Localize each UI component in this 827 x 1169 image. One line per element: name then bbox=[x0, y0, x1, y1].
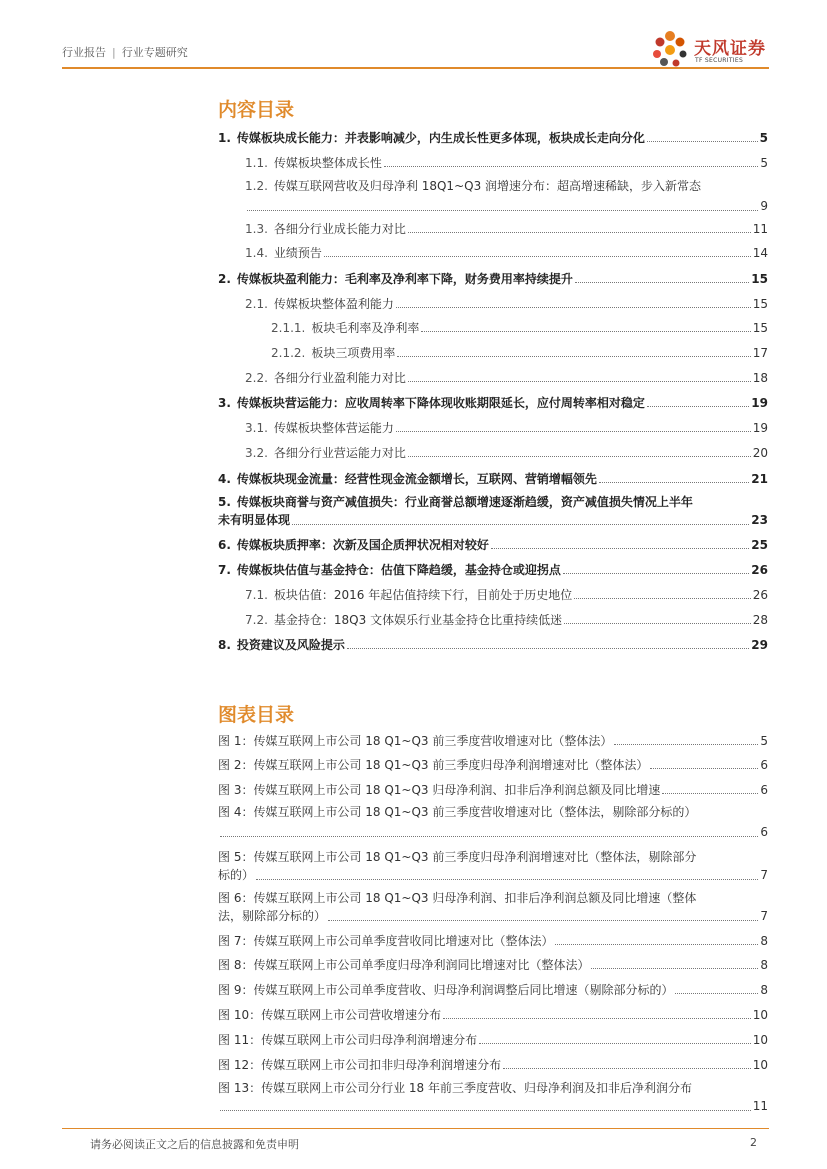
toc-item[interactable] bbox=[245, 246, 768, 260]
header-subcategory: 行业专题研究 bbox=[121, 46, 188, 59]
figure-title-continued: 法，剔除部分标的） bbox=[218, 909, 327, 923]
toc-number: 1. bbox=[218, 131, 231, 145]
toc-leader bbox=[574, 598, 750, 599]
figure-page: 5 bbox=[760, 734, 768, 748]
figure-title: 图 9：传媒互联网上市公司单季度营收、归母净利润调整后同比增速（剔除部分标的） bbox=[218, 983, 674, 997]
toc-item[interactable] bbox=[271, 321, 768, 335]
toc-item[interactable] bbox=[245, 421, 768, 435]
toc-page: 15 bbox=[752, 297, 768, 311]
toc-leader bbox=[324, 256, 751, 257]
toc-title: 投资建议及风险提示 bbox=[236, 638, 345, 652]
figure-title: 图 12：传媒互联网上市公司扣非归母净利润增速分布 bbox=[218, 1058, 502, 1072]
toc-number: 2.2. bbox=[245, 371, 268, 385]
toc-item[interactable] bbox=[271, 346, 768, 360]
toc-page: 21 bbox=[751, 472, 768, 486]
toc-number: 1.4. bbox=[245, 246, 268, 260]
figure-page: 6 bbox=[760, 825, 768, 839]
figure-title: 图 7：传媒互联网上市公司单季度营收同比增速对比（整体法） bbox=[218, 934, 554, 948]
figure-title: 图 2：传媒互联网上市公司 18 Q1~Q3 前三季度归母净利润增速对比（整体法） bbox=[218, 758, 649, 772]
toc-title: 各细分行业盈利能力对比 bbox=[273, 371, 406, 385]
toc-leader bbox=[396, 307, 751, 308]
toc-page: 26 bbox=[752, 588, 768, 602]
header-separator: | bbox=[112, 46, 116, 59]
toc-title: 板块毛利率及净利率 bbox=[311, 321, 420, 335]
figure-title: 图 5：传媒互联网上市公司 18 Q1~Q3 前三季度归母净利润增速对比（整体法，剔除部分 bbox=[218, 850, 697, 864]
toc-item[interactable] bbox=[218, 638, 768, 652]
toc-title: 板块估值：2016 年起估值持续下行，目前处于历史地位 bbox=[273, 588, 573, 602]
figure-leader bbox=[220, 836, 758, 837]
logo-english-name: TF SECURITIES bbox=[695, 57, 744, 64]
figure-title: 图 4：传媒互联网上市公司 18 Q1~Q3 前三季度营收增速对比（整体法，剔除部分标的） bbox=[218, 805, 697, 819]
toc-page: 19 bbox=[752, 421, 768, 435]
figure-page: 6 bbox=[760, 783, 768, 797]
footer-disclaimer: 请务必阅读正文之后的信息披露和免责申明 bbox=[90, 1138, 299, 1151]
toc-item[interactable] bbox=[245, 222, 768, 236]
toc-page: 15 bbox=[752, 321, 768, 335]
figure-item[interactable] bbox=[218, 758, 768, 772]
figure-page: 7 bbox=[760, 909, 768, 923]
toc-item[interactable] bbox=[245, 297, 768, 311]
toc-page: 11 bbox=[752, 222, 768, 236]
toc-leader bbox=[599, 482, 749, 483]
toc-number: 2.1.2. bbox=[271, 346, 306, 360]
toc-number: 5. bbox=[218, 495, 231, 509]
toc-item[interactable] bbox=[245, 178, 768, 214]
toc-title: 传媒板块估值与基金持仓：估值下降趋缓，基金持仓或迎拐点 bbox=[236, 563, 561, 577]
header-divider bbox=[62, 67, 769, 69]
figure-leader bbox=[662, 793, 758, 794]
figure-page: 8 bbox=[760, 983, 768, 997]
toc-leader bbox=[563, 573, 749, 574]
toc-number: 2.1.1. bbox=[271, 321, 306, 335]
figure-item[interactable] bbox=[218, 734, 768, 748]
company-logo bbox=[648, 28, 768, 72]
header-category: 行业报告 bbox=[62, 46, 106, 59]
figure-item[interactable] bbox=[218, 958, 768, 972]
figure-item[interactable] bbox=[218, 890, 768, 924]
toc-leader bbox=[408, 456, 751, 457]
figure-title: 图 11：传媒互联网上市公司归母净利润增速分布 bbox=[218, 1033, 478, 1047]
toc-title: 各细分行业成长能力对比 bbox=[273, 222, 406, 236]
figure-leader bbox=[614, 744, 758, 745]
toc-leader bbox=[421, 331, 750, 332]
toc-page: 29 bbox=[751, 638, 768, 652]
figures-heading: 图表目录 bbox=[218, 704, 295, 726]
toc-number: 3. bbox=[218, 396, 231, 410]
figure-item[interactable] bbox=[218, 1080, 768, 1114]
toc-number: 6. bbox=[218, 538, 231, 552]
toc-title: 传媒板块营运能力：应收周转率下降体现收账期限延长，应付周转率相对稳定 bbox=[236, 396, 645, 410]
figure-page: 10 bbox=[752, 1033, 768, 1047]
toc-title: 传媒板块商誉与资产减值损失：行业商誉总额增速逐渐趋缓，资产减值损失情况上半年 bbox=[236, 495, 693, 509]
figure-title: 图 13：传媒互联网上市公司分行业 18 年前三季度营收、归母净利润及扣非后净利润分布 bbox=[218, 1081, 692, 1095]
figure-page: 10 bbox=[752, 1008, 768, 1022]
toc-item[interactable] bbox=[218, 131, 768, 145]
figure-title-continued: 标的） bbox=[218, 868, 255, 882]
toc-page: 15 bbox=[751, 272, 768, 286]
toc-item[interactable] bbox=[218, 396, 768, 410]
figure-item[interactable] bbox=[218, 849, 768, 883]
figure-leader bbox=[591, 968, 758, 969]
toc-number: 7. bbox=[218, 563, 231, 577]
figure-page: 10 bbox=[752, 1058, 768, 1072]
toc-title: 传媒板块盈利能力：毛利率及净利率下降，财务费用率持续提升 bbox=[236, 272, 573, 286]
toc-title: 传媒板块现金流量：经营性现金流金额增长，互联网、营销增幅领先 bbox=[236, 472, 597, 486]
figure-page: 6 bbox=[760, 758, 768, 772]
toc-page: 25 bbox=[751, 538, 768, 552]
toc-item[interactable] bbox=[218, 563, 768, 577]
toc-item[interactable] bbox=[245, 588, 768, 602]
figure-page: 8 bbox=[760, 958, 768, 972]
toc-title: 基金持仓：18Q3 文体娱乐行业基金持仓比重持续低迷 bbox=[273, 613, 563, 627]
toc-item[interactable] bbox=[218, 494, 768, 528]
toc-page: 19 bbox=[751, 396, 768, 410]
figure-title: 图 10：传媒互联网上市公司营收增速分布 bbox=[218, 1008, 442, 1022]
footer-divider bbox=[62, 1128, 769, 1129]
figure-page: 11 bbox=[752, 1099, 768, 1113]
toc-leader bbox=[397, 356, 750, 357]
toc-item[interactable] bbox=[218, 272, 768, 286]
figure-title: 图 3：传媒互联网上市公司 18 Q1~Q3 归母净利润、扣非后净利润总额及同比增速 bbox=[218, 783, 661, 797]
toc-number: 1.2. bbox=[245, 179, 268, 193]
toc-title: 传媒板块成长能力：并表影响减少，内生成长性更多体现，板块成长走向分化 bbox=[236, 131, 645, 145]
toc-page: 14 bbox=[752, 246, 768, 260]
toc-page: 18 bbox=[752, 371, 768, 385]
figure-leader bbox=[650, 768, 758, 769]
figure-item[interactable] bbox=[218, 783, 768, 797]
toc-number: 4. bbox=[218, 472, 231, 486]
figure-leader bbox=[675, 993, 758, 994]
toc-number: 7.1. bbox=[245, 588, 268, 602]
toc-item[interactable] bbox=[245, 156, 768, 170]
toc-page: 20 bbox=[752, 446, 768, 460]
toc-item[interactable] bbox=[245, 613, 768, 627]
page-number: 2 bbox=[750, 1136, 757, 1149]
figure-leader bbox=[555, 944, 758, 945]
toc-page: 28 bbox=[752, 613, 768, 627]
toc-leader bbox=[292, 524, 749, 525]
toc-number: 3.2. bbox=[245, 446, 268, 460]
figure-leader bbox=[503, 1068, 751, 1069]
toc-title: 传媒板块质押率：次新及国企质押状况相对较好 bbox=[236, 538, 489, 552]
toc-title: 传媒板块整体营运能力 bbox=[273, 421, 394, 435]
toc-number: 2. bbox=[218, 272, 231, 286]
figure-item[interactable] bbox=[218, 983, 768, 997]
logo-name: 天风证券 bbox=[694, 39, 766, 59]
toc-leader bbox=[647, 406, 749, 407]
toc-title: 传媒互联网营收及归母净利 18Q1~Q3 润增速分布：超高增速稀缺，步入新常态 bbox=[273, 179, 702, 193]
toc-leader bbox=[396, 431, 751, 432]
figure-item[interactable] bbox=[218, 1008, 768, 1022]
toc-page: 9 bbox=[760, 199, 768, 213]
toc-number: 1.1. bbox=[245, 156, 268, 170]
toc-page: 23 bbox=[751, 513, 768, 527]
toc-page: 26 bbox=[751, 563, 768, 577]
figure-page: 7 bbox=[760, 868, 768, 882]
toc-page: 17 bbox=[752, 346, 768, 360]
toc-leader bbox=[564, 623, 751, 624]
figure-page: 8 bbox=[760, 934, 768, 948]
figure-title: 图 8：传媒互联网上市公司单季度归母净利润同比增速对比（整体法） bbox=[218, 958, 590, 972]
toc-title: 传媒板块整体成长性 bbox=[273, 156, 382, 170]
toc-heading: 内容目录 bbox=[218, 99, 295, 121]
toc-leader bbox=[408, 232, 751, 233]
toc-page: 5 bbox=[759, 131, 768, 145]
figure-leader bbox=[443, 1018, 751, 1019]
toc-title: 各细分行业营运能力对比 bbox=[273, 446, 406, 460]
toc-number: 8. bbox=[218, 638, 231, 652]
toc-item[interactable] bbox=[218, 472, 768, 486]
figure-item[interactable] bbox=[218, 804, 768, 840]
figure-leader bbox=[220, 1110, 751, 1111]
toc-title: 板块三项费用率 bbox=[311, 346, 396, 360]
toc-number: 1.3. bbox=[245, 222, 268, 236]
toc-number: 7.2. bbox=[245, 613, 268, 627]
toc-number: 3.1. bbox=[245, 421, 268, 435]
figure-item[interactable] bbox=[218, 1058, 768, 1072]
toc-item[interactable] bbox=[218, 538, 768, 552]
figure-title: 图 6：传媒互联网上市公司 18 Q1~Q3 归母净利润、扣非后净利润总额及同比增速（整体 bbox=[218, 891, 697, 905]
toc-title-continued: 未有明显体现 bbox=[218, 513, 291, 527]
toc-number: 2.1. bbox=[245, 297, 268, 311]
toc-leader bbox=[347, 648, 749, 649]
toc-title: 业绩预告 bbox=[273, 246, 322, 260]
toc-page: 5 bbox=[760, 156, 768, 170]
figure-item[interactable] bbox=[218, 1033, 768, 1047]
report-header bbox=[62, 44, 188, 60]
toc-leader bbox=[491, 548, 749, 549]
figure-leader bbox=[479, 1043, 751, 1044]
toc-leader bbox=[575, 282, 749, 283]
flower-logo-icon bbox=[648, 28, 692, 72]
figure-item[interactable] bbox=[218, 934, 768, 948]
figure-leader bbox=[328, 920, 758, 921]
figure-title: 图 1：传媒互联网上市公司 18 Q1~Q3 前三季度营收增速对比（整体法） bbox=[218, 734, 613, 748]
toc-leader bbox=[647, 141, 758, 142]
toc-item[interactable] bbox=[245, 371, 768, 385]
toc-title: 传媒板块整体盈利能力 bbox=[273, 297, 394, 311]
toc-leader bbox=[408, 381, 751, 382]
toc-item[interactable] bbox=[245, 446, 768, 460]
toc-leader bbox=[384, 166, 758, 167]
figure-leader bbox=[256, 879, 758, 880]
toc-leader bbox=[247, 210, 758, 211]
